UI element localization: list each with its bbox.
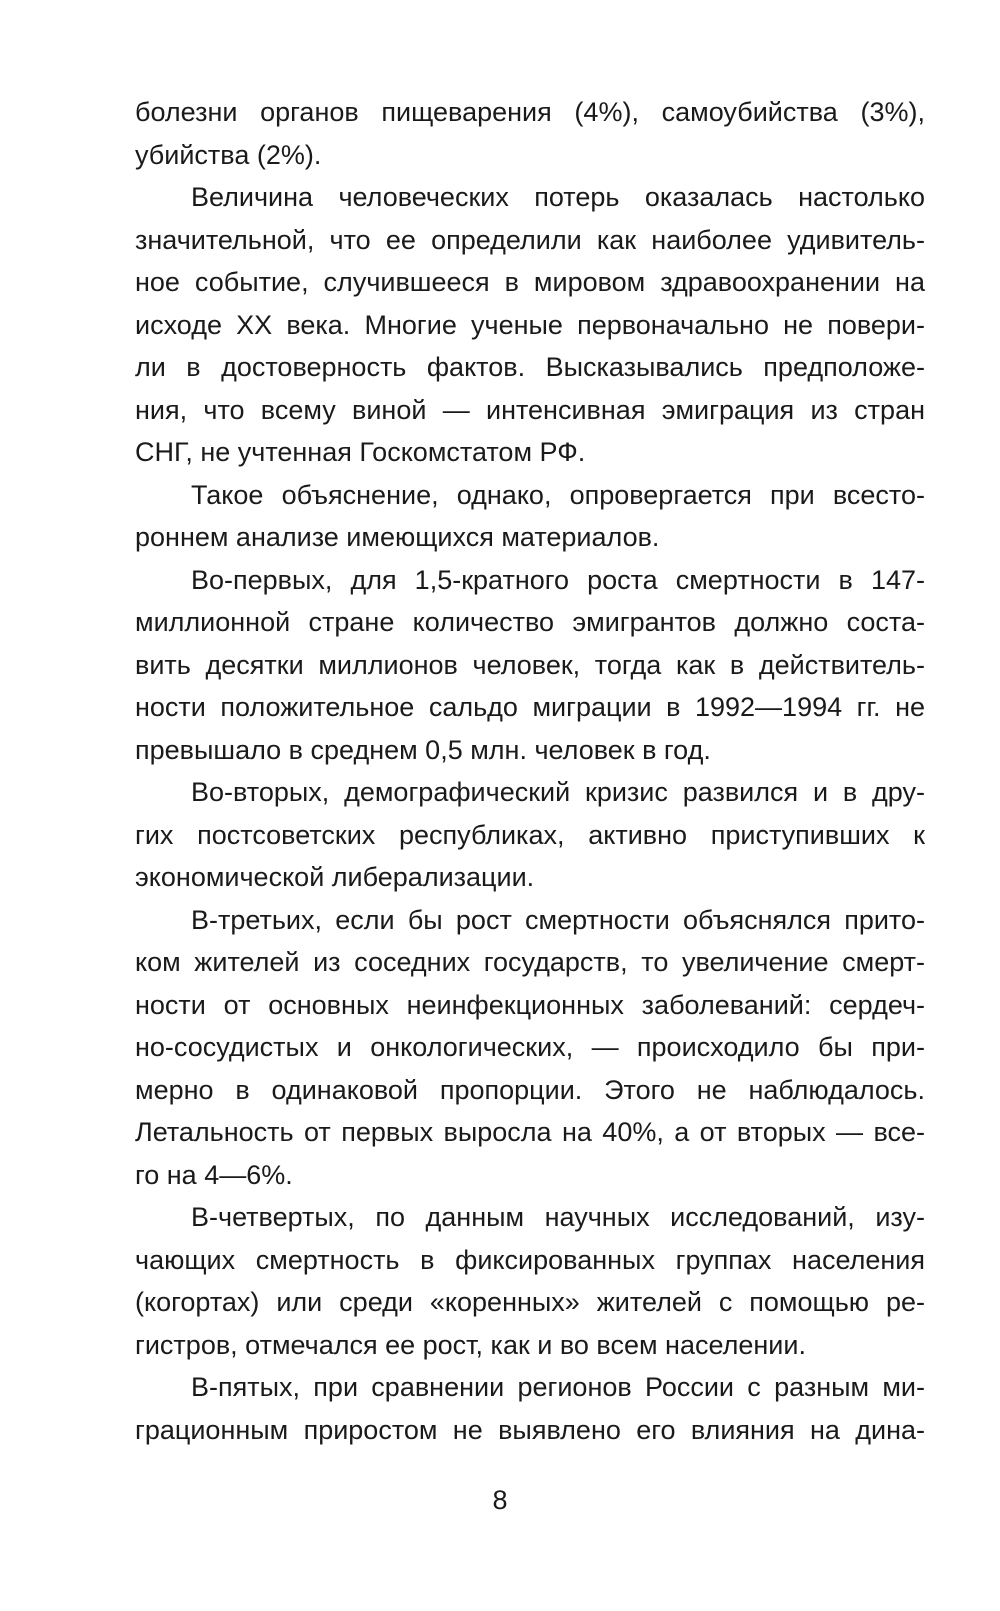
- text-line: болезни органов пищеварения (4%), самоубийства (3%),: [135, 97, 925, 127]
- text-line: убийства (2%).: [135, 139, 322, 170]
- text-line: мерно в одинаковой пропорции. Этого не наблюдалось.: [135, 1074, 925, 1105]
- text-line: Величина человеческих потерь оказалась настолько: [191, 182, 925, 212]
- text-line: ли в достоверность фактов. Высказывались предположе-: [135, 352, 925, 382]
- text-line: миллионной стране количество эмигрантов должно соста-: [135, 607, 925, 637]
- text-line: гих постсоветских республиках, активно приступивших к: [135, 819, 925, 850]
- text-line: (когортах) или среди «коренных» жителей с помощью ре-: [135, 1287, 925, 1317]
- text-line: ности от основных неинфекционных заболеваний: сердеч-: [135, 989, 925, 1020]
- text-line: но-сосудистых и онкологических, — происходило бы при-: [135, 1032, 925, 1062]
- text-line: В-пятых, при сравнении регионов России с разным ми-: [191, 1372, 925, 1402]
- text-line: Летальность от первых выросла на 40%, а от вторых — все-: [135, 1117, 925, 1147]
- text-line: превышало в среднем 0,5 млн. человек в год.: [135, 734, 711, 765]
- text-line: СНГ, не учтенная Госкомстатом РФ.: [135, 437, 586, 467]
- text-line: значительной, что ее определили как наиболее удивитель-: [135, 224, 925, 255]
- text-line: В-третьих, если бы рост смертности объяснялся прито-: [191, 904, 925, 935]
- text-line: грационным приростом не выявлено его влияния на дина-: [135, 1414, 925, 1445]
- text-line: ния, что всему виной — интенсивная эмиграция из стран: [135, 394, 925, 425]
- text-line: роннем анализе имеющихся материалов.: [135, 522, 660, 552]
- body-text: [135, 91, 925, 1451]
- text-line: вить десятки миллионов человек, тогда как в действитель-: [135, 649, 925, 680]
- text-line: Во-первых, для 1,5-кратного роста смертности в 147-: [191, 564, 925, 595]
- text-line: экономической либерализации.: [135, 862, 535, 892]
- text-line: Во-вторых, демографический кризис развился и в дру-: [191, 777, 925, 807]
- text-line: гистров, отмечался ее рост, как и во всем населении.: [135, 1329, 806, 1360]
- text-line: исходе XX века. Многие ученые первоначально не повери-: [135, 309, 925, 340]
- text-line: Такое объяснение, однако, опровергается при всесто-: [191, 479, 925, 510]
- text-line: го на 4—6%.: [135, 1159, 293, 1190]
- text-line: ное событие, случившееся в мировом здравоохранении на: [135, 267, 925, 297]
- text-line: ком жителей из соседних государств, то увеличение смерт-: [135, 947, 925, 977]
- page-number: 8: [492, 1485, 508, 1515]
- text-line: В-четвертых, по данным научных исследований, изу-: [191, 1202, 925, 1232]
- text-line: чающих смертность в фиксированных группах населения: [135, 1244, 925, 1275]
- text-line: ности положительное сальдо миграции в 1992—1994 гг. не: [135, 692, 925, 722]
